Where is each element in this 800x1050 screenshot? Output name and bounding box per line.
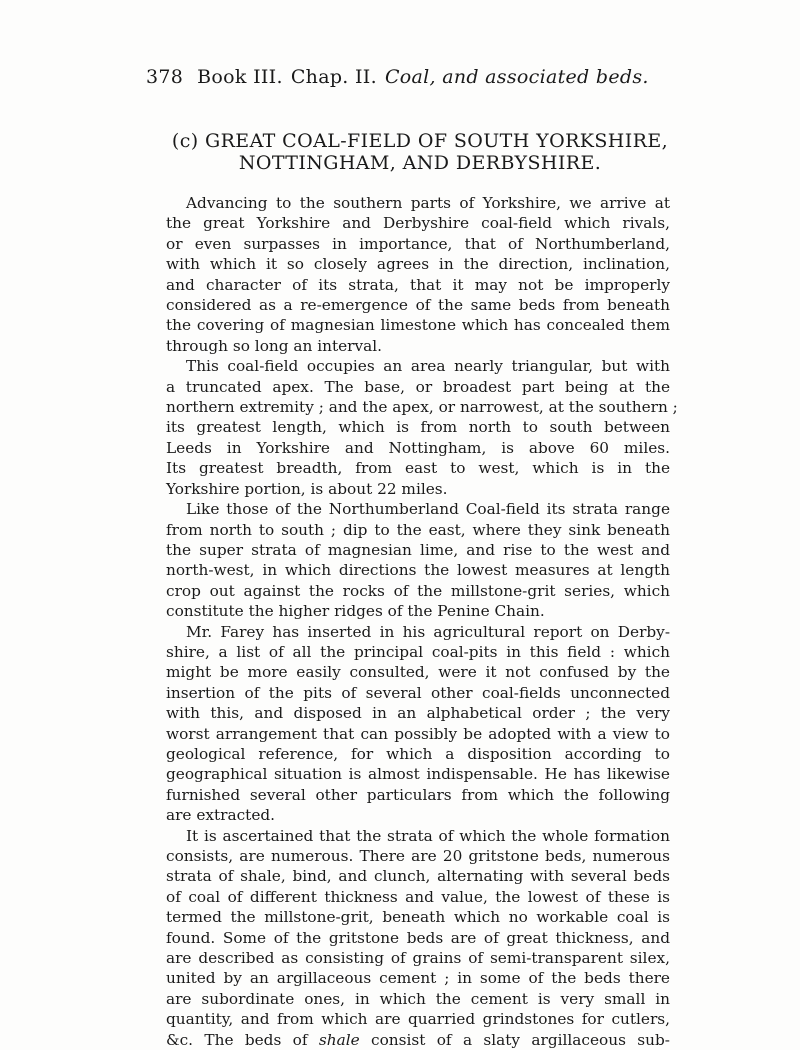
text-line: are described as consisting of grains of semi-transparent silex, [166, 949, 670, 968]
section-title-line-2: NOTTINGHAM, AND DERBYSHIRE. [238, 152, 602, 174]
chapter-label: Chap. II. [290, 66, 377, 88]
text-line: Yorkshire portion, is about 22 miles. [166, 479, 448, 498]
text-line: north-west, in which directions the lowest measures at length [166, 561, 670, 580]
text-line: a truncated apex. The base, or broadest part being at the [166, 377, 670, 396]
text-line: the super strata of magnesian lime, and rise to the west and [166, 540, 670, 559]
paragraph-1 [166, 193, 670, 356]
final-line-italic: shale [318, 1030, 360, 1049]
text-line: the great Yorkshire and Derbyshire coal-field which rivals, [166, 214, 670, 233]
text-line: the covering of magnesian limestone which has concealed them [166, 316, 670, 335]
section-title [170, 130, 670, 174]
text-line: consists, are numerous. There are 20 gritstone beds, numerous [166, 847, 670, 865]
text-line: from north to south ; dip to the east, where they sink beneath [166, 520, 670, 539]
text-line: strata of shale, bind, and clunch, alternating with several beds [166, 867, 670, 886]
text-line: might be more easily consulted, were it not confused by the [166, 663, 670, 682]
text-line: It is ascertained that the strata of which the whole formation [186, 826, 670, 845]
text-line: quantity, and from which are quarried grindstones for cutlers, [166, 1010, 670, 1029]
section-title-line-1: (c) GREAT COAL-FIELD OF SOUTH YORKSHIRE, [171, 130, 669, 152]
text-line: Leeds in Yorkshire and Nottingham, is above 60 miles. [166, 438, 670, 457]
paragraph-5 [166, 826, 670, 1050]
text-line: its greatest length, which is from north to south between [166, 418, 670, 437]
text-line: Mr. Farey has inserted in his agricultural report on Derby- [186, 622, 670, 641]
text-line: Advancing to the southern parts of Yorkshire, we arrive at [186, 194, 670, 212]
text-line: worst arrangement that can possibly be adopted with a view to [166, 724, 670, 743]
text-line: northern extremity ; and the apex, or narrowest, at the southern ; [166, 398, 678, 417]
text-line: geological reference, for which a disposition according to [166, 744, 670, 763]
text-line: termed the millstone-grit, beneath which no workable coal is [166, 908, 670, 927]
text-line: of coal of different thickness and value, the lowest of these is [166, 887, 670, 906]
final-line-suffix: consist of a slaty argillaceous sub- [371, 1030, 670, 1049]
text-line: constitute the higher ridges of the Penine Chain. [166, 602, 545, 621]
text-line: through so long an interval. [166, 336, 383, 355]
text-line: shire, a list of all the principal coal-pits in this field : which [166, 642, 670, 661]
paragraph-3 [166, 499, 670, 621]
running-head [146, 66, 666, 88]
text-line: This coal-field occupies an area nearly triangular, but with [186, 357, 670, 376]
text-line: with this, and disposed in an alphabetical order ; the very [166, 704, 670, 723]
page-number: 378 [146, 66, 184, 88]
text-line: found. Some of the gritstone beds are of great thickness, and [166, 928, 670, 947]
text-line-final [166, 1030, 670, 1050]
paragraph-4 [166, 622, 670, 826]
final-line-prefix: &c. The beds of [166, 1030, 308, 1049]
text-line: or even surpasses in importance, that of Northumberland, [166, 234, 670, 253]
text-line: are subordinate ones, in which the cement is very small in [166, 989, 670, 1008]
body-text [166, 193, 678, 1050]
text-line: and character of its strata, that it may not be improperly [166, 275, 670, 294]
text-line: geographical situation is almost indispensable. He has likewise [166, 765, 670, 784]
chapter-topic: Coal, and associated beds. [384, 66, 649, 88]
text-line: are extracted. [166, 806, 276, 825]
text-line: with which it so closely agrees in the direction, inclination, [166, 255, 670, 274]
text-line: Its greatest breadth, from east to west, which is in the [166, 459, 670, 478]
text-line: crop out against the rocks of the millstone-grit series, which [166, 581, 670, 600]
text-line: considered as a re-emergence of the same beds from beneath [166, 296, 670, 315]
text-line: insertion of the pits of several other coal-fields unconnected [166, 683, 670, 702]
text-line: Like those of the Northumberland Coal-field its strata range [186, 500, 670, 519]
book-label: Book III. [197, 66, 283, 88]
paragraph-2 [166, 356, 678, 499]
text-line: united by an argillaceous cement ; in some of the beds there [166, 969, 670, 988]
text-line: furnished several other particulars from which the following [166, 785, 670, 804]
